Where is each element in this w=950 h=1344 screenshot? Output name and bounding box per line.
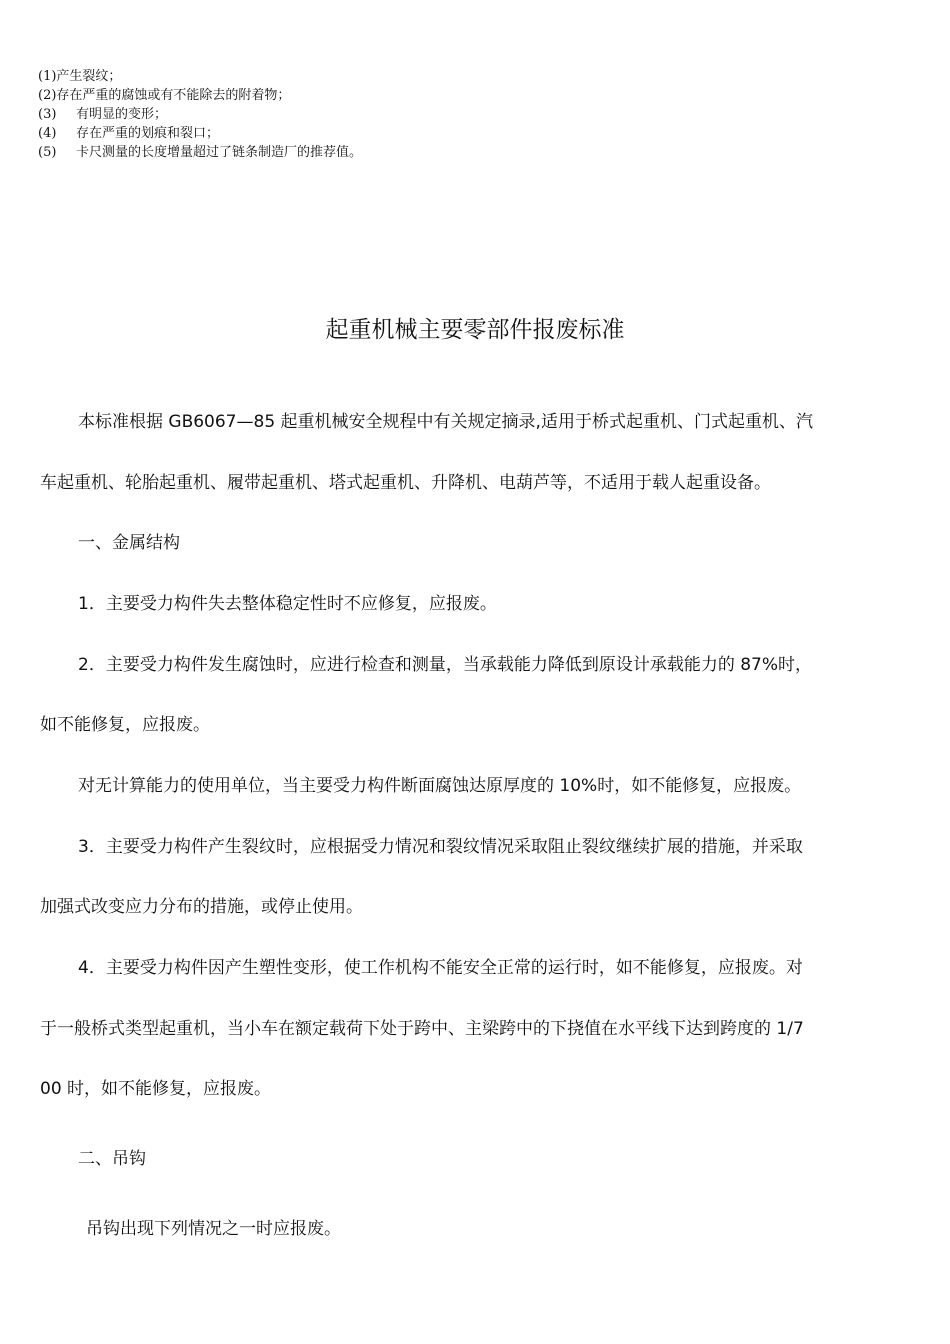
paragraph-line: 1．主要受力构件失去整体稳定性时不应修复，应报废。 <box>78 594 497 614</box>
list-item <box>38 86 898 105</box>
paragraph-line: 于一般桥式类型起重机，当小车在额定载荷下处于跨中、主梁跨中的下挠值在水平线下达到跨度的 1/7 <box>40 1019 804 1039</box>
paragraph-line: 本标准根据 GB6067—85 起重机械安全规程中有关规定摘录,适用于桥式起重机、门式起重机、汽 <box>78 412 813 432</box>
paragraph-line: 00 时，如不能修复，应报废。 <box>40 1079 272 1099</box>
paragraph-line: 加强式改变应力分布的措施，或停止使用。 <box>40 897 363 917</box>
paragraph-line: 4．主要受力构件因产生塑性变形，使工作机构不能安全正常的运行时，如不能修复，应报废。对 <box>78 958 803 978</box>
list-item <box>38 105 898 124</box>
list-item-number: (1) <box>38 69 57 84</box>
page-title: 起重机械主要零部件报废标准 <box>325 317 625 343</box>
list-item <box>38 124 898 143</box>
list-item-number: (2) <box>38 88 57 103</box>
list-item-number: (5) <box>38 145 57 160</box>
paragraph-line: 对无计算能力的使用单位，当主要受力构件断面腐蚀达原厚度的 10%时，如不能修复，应报废。 <box>78 776 802 796</box>
paragraph-line: 2．主要受力构件发生腐蚀时，应进行检查和测量，当承载能力降低到原设计承载能力的 87%时， <box>78 655 813 675</box>
list-item-text: 存在严重的划痕和裂口； <box>76 126 220 141</box>
list-item-text: 有明显的变形； <box>76 107 168 122</box>
list-item-text: 存在严重的腐蚀或有不能除去的附着物； <box>56 88 291 103</box>
paragraph-line: 3．主要受力构件产生裂纹时，应根据受力情况和裂纹情况采取阻止裂纹继续扩展的措施，并采取 <box>78 837 803 857</box>
paragraph-line: 吊钩出现下列情况之一时应报废。 <box>86 1219 341 1239</box>
list-item-number: (4) <box>38 126 57 141</box>
list-item-text: 产生裂纹； <box>56 69 122 84</box>
list-item-text: 卡尺测量的长度增量超过了链条制造厂的推荐值。 <box>76 145 363 160</box>
list-item <box>38 67 898 86</box>
section-heading: 一、金属结构 <box>78 533 180 553</box>
list-item <box>38 143 898 162</box>
paragraph-line: 如不能修复，应报废。 <box>40 715 210 735</box>
chain-scrap-criteria-list <box>38 67 898 162</box>
list-item-number: (3) <box>38 107 57 122</box>
section-heading: 二、吊钩 <box>78 1149 146 1169</box>
paragraph-line: 车起重机、轮胎起重机、履带起重机、塔式起重机、升降机、电葫芦等，不适用于载人起重设备。 <box>40 473 771 493</box>
